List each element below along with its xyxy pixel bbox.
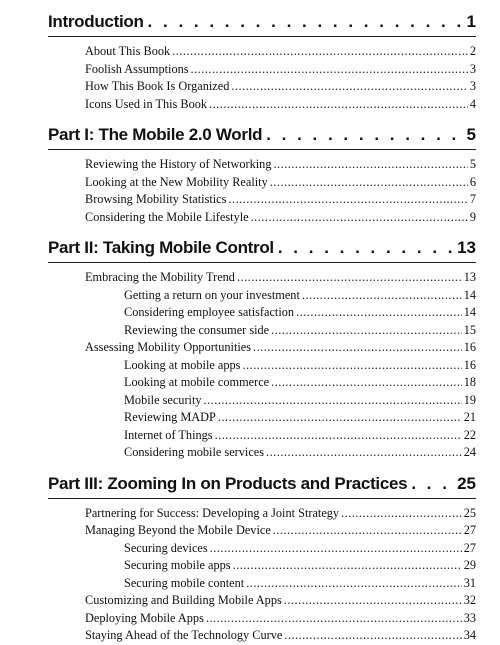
section-gap: [48, 226, 476, 236]
entry-label: Considering employee satisfaction: [124, 305, 295, 319]
entry-page-number: 27: [463, 523, 476, 537]
toc-subentry[interactable]: [124, 557, 476, 575]
toc-subentry[interactable]: [124, 392, 476, 410]
section-gap: [48, 113, 476, 123]
dot-leader: [284, 592, 462, 610]
entry-label: Assessing Mobility Opportunities: [85, 340, 252, 354]
section-divider: [48, 262, 476, 263]
dot-leader: [341, 505, 462, 523]
entry-page-number: 29: [463, 558, 476, 572]
entry-page-number: 27: [463, 540, 476, 555]
part-heading[interactable]: [48, 123, 476, 147]
toc-entry[interactable]: [85, 269, 476, 287]
section-gap: [48, 462, 476, 472]
toc-entry[interactable]: [85, 174, 476, 192]
toc-subentry[interactable]: [124, 287, 476, 305]
entry-label: Foolish Assumptions: [85, 61, 189, 76]
entry-label: Looking at mobile apps: [124, 357, 241, 372]
toc-entry[interactable]: [85, 209, 476, 227]
entry-label: How This Book Is Organized: [85, 79, 230, 93]
dot-leader: [273, 522, 462, 540]
dot-leader: [266, 444, 462, 462]
dot-leader: [231, 78, 467, 96]
dot-leader: [206, 610, 462, 628]
section-divider: [48, 149, 476, 150]
entry-label: Customizing and Building Mobile Apps: [85, 593, 282, 607]
entry-page-number: 22: [463, 427, 476, 442]
entry-page-number: 25: [463, 505, 476, 520]
toc-entry[interactable]: [85, 61, 476, 79]
toc-subentry[interactable]: [124, 540, 476, 558]
entry-label: Embracing the Mobility Trend: [85, 270, 235, 284]
toc-subentry[interactable]: [124, 374, 476, 392]
toc-entry[interactable]: [85, 610, 476, 628]
dot-leader: [284, 627, 461, 645]
entry-label: Browsing Mobility Statistics: [85, 192, 227, 206]
dot-leader: [270, 174, 468, 192]
dot-leader: [253, 339, 462, 357]
entry-page-number: 14: [463, 305, 476, 319]
dot-leader: [210, 540, 462, 558]
table-of-contents: [48, 10, 476, 645]
dot-leader: [302, 287, 462, 305]
toc-subentry[interactable]: [124, 304, 476, 322]
entry-page-number: 18: [463, 375, 476, 389]
toc-subentry[interactable]: [124, 444, 476, 462]
dot-leader: [296, 304, 462, 322]
entry-page-number: 32: [463, 593, 476, 607]
dot-leader: [191, 61, 468, 79]
entry-label: Reviewing the consumer side: [124, 322, 270, 337]
entry-page-number: 16: [463, 340, 476, 354]
entry-page-number: 3: [469, 79, 476, 93]
dot-leader: [251, 209, 468, 227]
toc-subentry[interactable]: [124, 575, 476, 593]
entry-label: Mobile security: [124, 392, 202, 407]
dot-leader: [278, 236, 455, 260]
dot-leader: [148, 10, 465, 34]
part-title: Part I: The Mobile 2.0 World: [48, 125, 263, 144]
entry-label: Considering the Mobile Lifestyle: [85, 209, 249, 224]
entry-label: Deploying Mobile Apps: [85, 610, 204, 625]
toc-entry[interactable]: [85, 522, 476, 540]
entry-label: Getting a return on your investment: [124, 287, 300, 302]
part-page-number: 1: [466, 12, 476, 31]
entry-page-number: 5: [469, 157, 476, 171]
toc-subentry[interactable]: [124, 357, 476, 375]
entry-page-number: 19: [463, 392, 476, 407]
toc-entry[interactable]: [85, 156, 476, 174]
part-title: Part II: Taking Mobile Control: [48, 238, 274, 257]
entry-page-number: 2: [469, 44, 476, 58]
entry-label: Securing mobile content: [124, 575, 245, 590]
part-title: Introduction: [48, 12, 144, 31]
entry-label: About This Book: [85, 44, 171, 58]
entry-page-number: 16: [463, 357, 476, 372]
dot-leader: [246, 575, 461, 593]
part-page-number: 25: [457, 473, 476, 493]
toc-entry[interactable]: [85, 43, 476, 61]
dot-leader: [204, 392, 462, 410]
entry-page-number: 3: [469, 61, 476, 76]
entry-label: Looking at mobile commerce: [124, 375, 270, 389]
entry-page-number: 15: [463, 322, 476, 337]
toc-entry[interactable]: [85, 96, 476, 114]
section-divider: [48, 36, 476, 37]
entry-label: Managing Beyond the Mobile Device: [85, 523, 271, 537]
dot-leader: [172, 43, 468, 61]
toc-subentry[interactable]: [124, 427, 476, 445]
toc-entry[interactable]: [85, 627, 476, 645]
entry-page-number: 6: [469, 174, 476, 189]
part-heading[interactable]: [48, 236, 476, 260]
dot-leader: [209, 96, 468, 114]
part-title: Part III: Zooming In on Products and Practices: [48, 473, 408, 493]
toc-subentry[interactable]: [124, 409, 476, 427]
dot-leader: [237, 269, 462, 287]
entry-label: Securing mobile apps: [124, 558, 231, 572]
toc-entry[interactable]: [85, 191, 476, 209]
entry-label: Icons Used in This Book: [85, 96, 208, 111]
entry-page-number: 24: [463, 445, 476, 459]
part-page-number: 13: [457, 238, 476, 257]
part-page-number: 5: [466, 125, 476, 144]
entry-label: Partnering for Success: Developing a Joint Strategy: [85, 505, 340, 520]
dot-leader: [266, 123, 464, 147]
dot-leader: [228, 191, 467, 209]
dot-leader: [411, 472, 455, 496]
entry-label: Considering mobile services: [124, 445, 265, 459]
dot-leader: [215, 427, 462, 445]
entry-label: Staying Ahead of the Technology Curve: [85, 628, 283, 642]
entry-page-number: 4: [469, 96, 476, 111]
entry-page-number: 14: [463, 287, 476, 302]
toc-entry[interactable]: [85, 339, 476, 357]
dot-leader: [271, 374, 462, 392]
entry-page-number: 9: [469, 209, 476, 224]
dot-leader: [273, 156, 467, 174]
entry-page-number: 21: [463, 410, 476, 424]
toc-entry[interactable]: [85, 505, 476, 523]
entry-page-number: 31: [463, 575, 476, 590]
dot-leader: [218, 409, 462, 427]
toc-entry[interactable]: [85, 78, 476, 96]
entry-label: Securing devices: [124, 540, 208, 555]
entry-page-number: 13: [463, 270, 476, 284]
toc-subentry[interactable]: [124, 322, 476, 340]
entry-page-number: 34: [463, 628, 476, 642]
toc-entry[interactable]: [85, 592, 476, 610]
section-divider: [48, 498, 476, 499]
dot-leader: [233, 557, 462, 575]
entry-label: Reviewing MADP: [124, 410, 216, 424]
dot-leader: [271, 322, 462, 340]
part-heading[interactable]: [48, 472, 476, 496]
part-heading[interactable]: [48, 10, 476, 34]
entry-label: Reviewing the History of Networking: [85, 157, 272, 171]
entry-label: Looking at the New Mobility Reality: [85, 174, 268, 189]
entry-label: Internet of Things: [124, 427, 213, 442]
entry-page-number: 7: [469, 192, 476, 206]
dot-leader: [242, 357, 461, 375]
entry-page-number: 33: [463, 610, 476, 625]
